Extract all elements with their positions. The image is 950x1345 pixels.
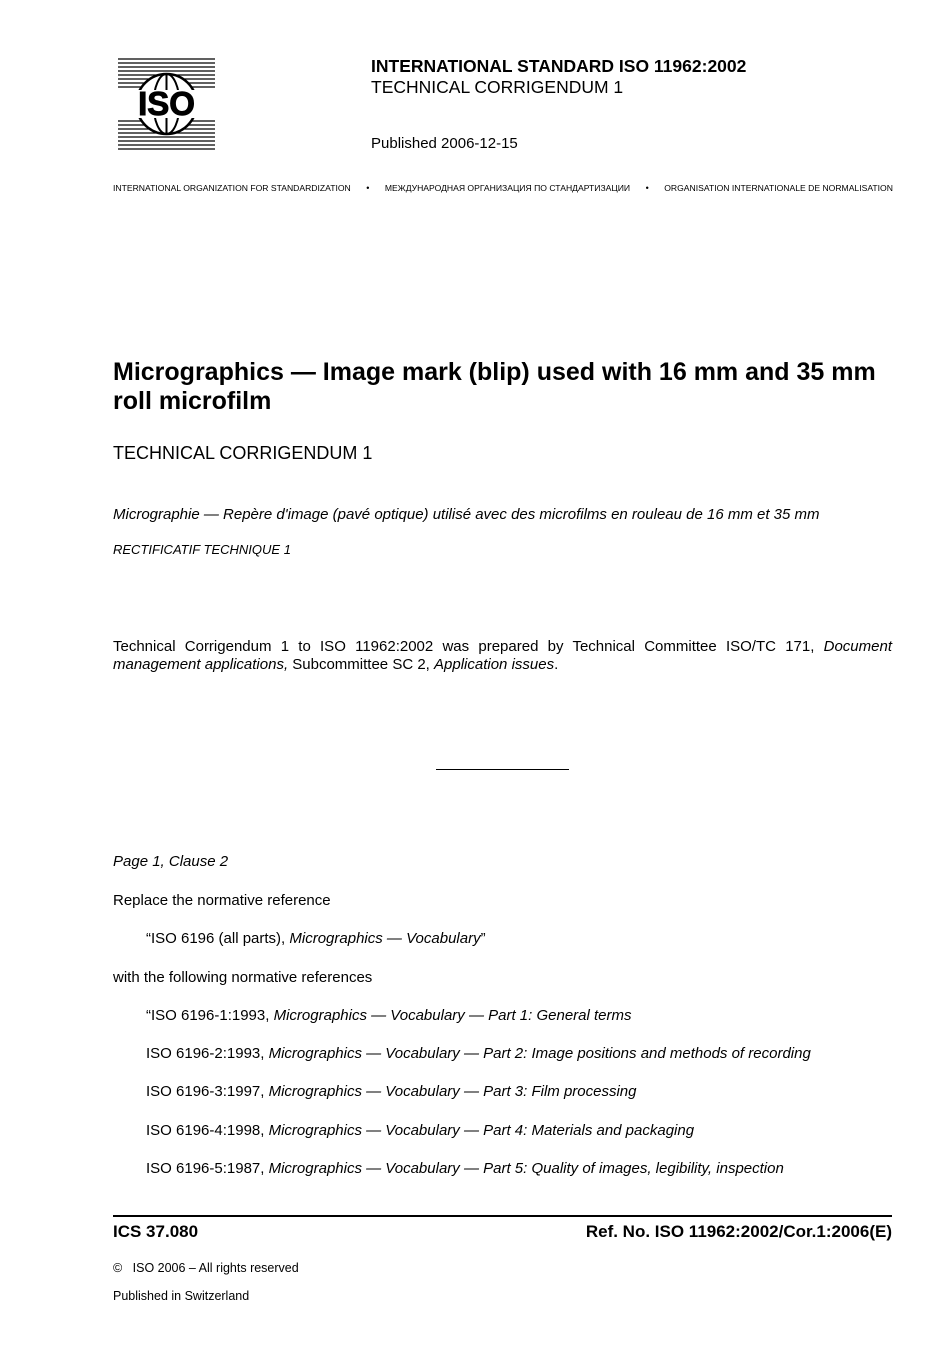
org-name-fr: ORGANISATION INTERNATIONALE DE NORMALISATION bbox=[664, 183, 893, 193]
org-name-ru: МЕЖДУНАРОДНАЯ ОРГАНИЗАЦИЯ ПО СТАНДАРТИЗАЦИИ bbox=[384, 183, 631, 193]
separator-rule bbox=[436, 769, 569, 770]
new-reference bbox=[146, 1083, 637, 1100]
committee-name: Document management applications, bbox=[113, 638, 892, 673]
new-reference bbox=[146, 1122, 694, 1139]
iso-logo bbox=[118, 57, 215, 151]
intro-paragraph bbox=[113, 638, 892, 674]
organization-line bbox=[113, 183, 893, 193]
new-reference bbox=[146, 1007, 632, 1024]
replace-instruction: Replace the normative reference bbox=[113, 892, 331, 909]
reference-title: Micrographics — Vocabulary bbox=[289, 930, 481, 947]
published-in: Published in Switzerland bbox=[113, 1289, 250, 1303]
reference-code: ISO 6196-5:1987, bbox=[146, 1160, 269, 1177]
subcommittee-name: Application issues bbox=[434, 656, 555, 673]
french-title: Micrographie — Repère d'image (pavé optique) utilisé avec des microfilms en rouleau de 16 mm et 35 mm bbox=[113, 506, 820, 523]
copyright-symbol: © bbox=[113, 1261, 123, 1275]
org-separator: • bbox=[645, 183, 649, 193]
clause-location: Page 1, Clause 2 bbox=[113, 853, 229, 870]
reference-title: Micrographics — Vocabulary — Part 2: Image positions and methods of recording bbox=[268, 1045, 811, 1062]
reference-code: “ISO 6196-1:1993, bbox=[146, 1007, 274, 1024]
new-reference bbox=[146, 1160, 784, 1177]
document-title: Micrographics — Image mark (blip) used with 16 mm and 35 mm roll microfilm bbox=[113, 358, 876, 415]
reference-number: Ref. No. ISO 11962:2002/Cor.1:2006(E) bbox=[585, 1222, 892, 1241]
corrigendum-label: TECHNICAL CORRIGENDUM 1 bbox=[371, 77, 624, 97]
org-separator: • bbox=[366, 183, 370, 193]
with-instruction: with the following normative references bbox=[113, 969, 373, 986]
reference-title: Micrographics — Vocabulary — Part 1: General terms bbox=[273, 1007, 632, 1024]
french-subtitle: RECTIFICATIF TECHNIQUE 1 bbox=[113, 542, 291, 557]
ics-code: ICS 37.080 bbox=[113, 1222, 199, 1241]
intro-text: Technical Corrigendum 1 to ISO 11962:2002 was prepared by Technical Committee ISO/TC 171, bbox=[113, 638, 824, 655]
reference-code: ISO 6196-4:1998, bbox=[146, 1122, 269, 1139]
org-name-en: INTERNATIONAL ORGANIZATION FOR STANDARDIZATION bbox=[113, 183, 351, 193]
reference-quote: ” bbox=[480, 930, 486, 947]
copyright-line bbox=[113, 1261, 299, 1275]
intro-text: Subcommittee SC 2, bbox=[288, 656, 435, 673]
copyright-text: ISO 2006 – All rights reserved bbox=[132, 1261, 299, 1275]
reference-code: “ISO 6196 (all parts), bbox=[146, 930, 290, 947]
reference-code: ISO 6196-2:1993, bbox=[146, 1045, 269, 1062]
reference-code: ISO 6196-3:1997, bbox=[146, 1083, 269, 1100]
reference-title: Micrographics — Vocabulary — Part 5: Quality of images, legibility, inspection bbox=[268, 1160, 784, 1177]
old-reference bbox=[146, 930, 486, 947]
standard-title: INTERNATIONAL STANDARD ISO 11962:2002 bbox=[371, 56, 747, 76]
intro-text: . bbox=[554, 656, 559, 673]
document-subtitle: TECHNICAL CORRIGENDUM 1 bbox=[113, 443, 373, 463]
reference-title: Micrographics — Vocabulary — Part 4: Materials and packaging bbox=[268, 1122, 695, 1139]
reference-title: Micrographics — Vocabulary — Part 3: Film processing bbox=[268, 1083, 637, 1100]
published-date: Published 2006-12-15 bbox=[371, 135, 518, 152]
new-reference bbox=[146, 1045, 811, 1062]
iso-logo-text: ISO bbox=[138, 85, 195, 122]
footer-rule bbox=[113, 1215, 892, 1217]
